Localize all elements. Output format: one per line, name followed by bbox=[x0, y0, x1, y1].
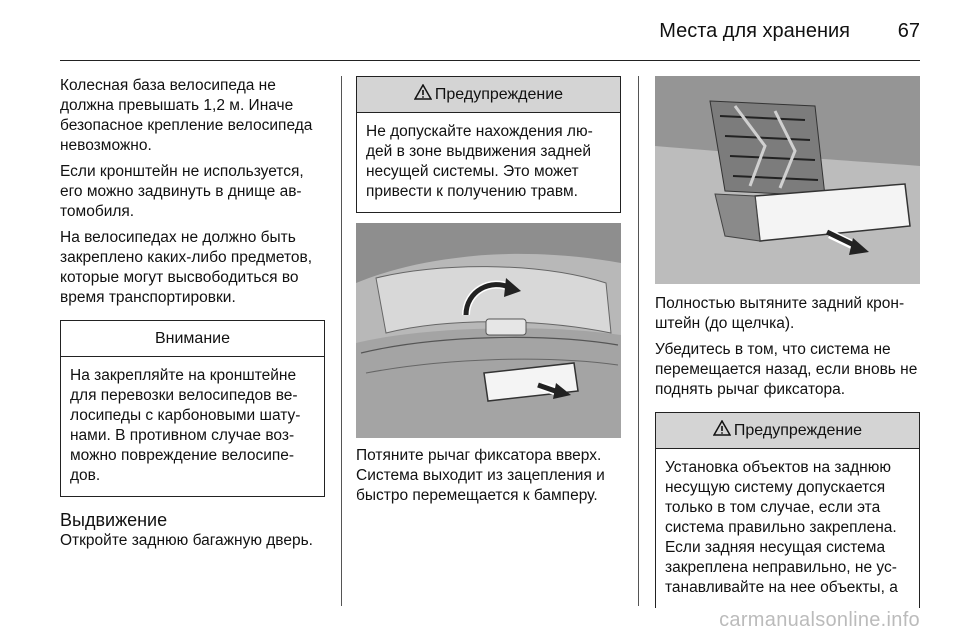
warning-text: Установка объектов на заднюю несущую систему допускается только в том случае, если эта система правильно закреплена. Если задняя несущая система закреплена неправильно, не ус-танавливайте на нее объекты, а bbox=[665, 459, 898, 596]
illustration-release-lever bbox=[356, 223, 621, 438]
header-divider bbox=[60, 60, 920, 61]
page-number: 67 bbox=[897, 20, 920, 42]
section-text: Откройте заднюю багажную дверь. bbox=[60, 532, 313, 549]
section-heading: Выдвижение bbox=[60, 510, 168, 530]
paragraph: Если кронштейн не используется, его можно задвинуть в днище ав-томобиля. bbox=[60, 163, 304, 220]
page-header bbox=[60, 14, 920, 56]
warning-text: Не допускайте нахождения лю-дей в зоне выдвижения задней несущей системы. Это может привести к получению травм. bbox=[366, 123, 593, 200]
column-divider bbox=[638, 76, 639, 606]
warning-triangle-icon bbox=[414, 84, 432, 105]
warning-heading: Предупреждение bbox=[434, 85, 564, 103]
notice-box bbox=[60, 320, 325, 497]
warning-header bbox=[357, 77, 620, 113]
warning-header bbox=[656, 413, 919, 449]
watermark: carmanualsonline.info bbox=[719, 609, 920, 631]
warning-box bbox=[655, 412, 920, 608]
paragraph: Колесная база велосипеда не должна превышать 1,2 м. Иначе безопасное крепление велосипеда невозможно. bbox=[60, 77, 313, 154]
paragraph: На велосипедах не должно быть закреплено каких-либо предметов, которые могут высвободиться во время транспортировки. bbox=[60, 229, 313, 306]
illustration-pull-out-carrier bbox=[655, 76, 920, 284]
column-3 bbox=[655, 76, 920, 608]
column-1 bbox=[60, 76, 325, 557]
column-2 bbox=[356, 76, 621, 512]
figure-caption: Потяните рычаг фиксатора вверх. Система выходит из зацепления и быстро перемещается к бамперу. bbox=[356, 447, 605, 504]
warning-triangle-icon bbox=[713, 420, 731, 441]
page-title: Места для хранения bbox=[659, 20, 850, 42]
column-divider bbox=[341, 76, 342, 606]
warning-box bbox=[356, 76, 621, 213]
warning-heading: Предупреждение bbox=[733, 421, 863, 439]
notice-text: На закрепляйте на кронштейне для перевозки велосипедов ве-лосипеды с карбоновыми шату-нами. В противном случае воз-можно повреждение велосипе-дов. bbox=[70, 367, 301, 484]
paragraph: Полностью вытяните задний крон-штейн (до щелчка). bbox=[655, 295, 905, 332]
paragraph: Убедитесь в том, что система не перемещается назад, если вновь не поднять рычаг фиксатора. bbox=[655, 341, 918, 398]
notice-heading: Внимание bbox=[61, 321, 324, 357]
